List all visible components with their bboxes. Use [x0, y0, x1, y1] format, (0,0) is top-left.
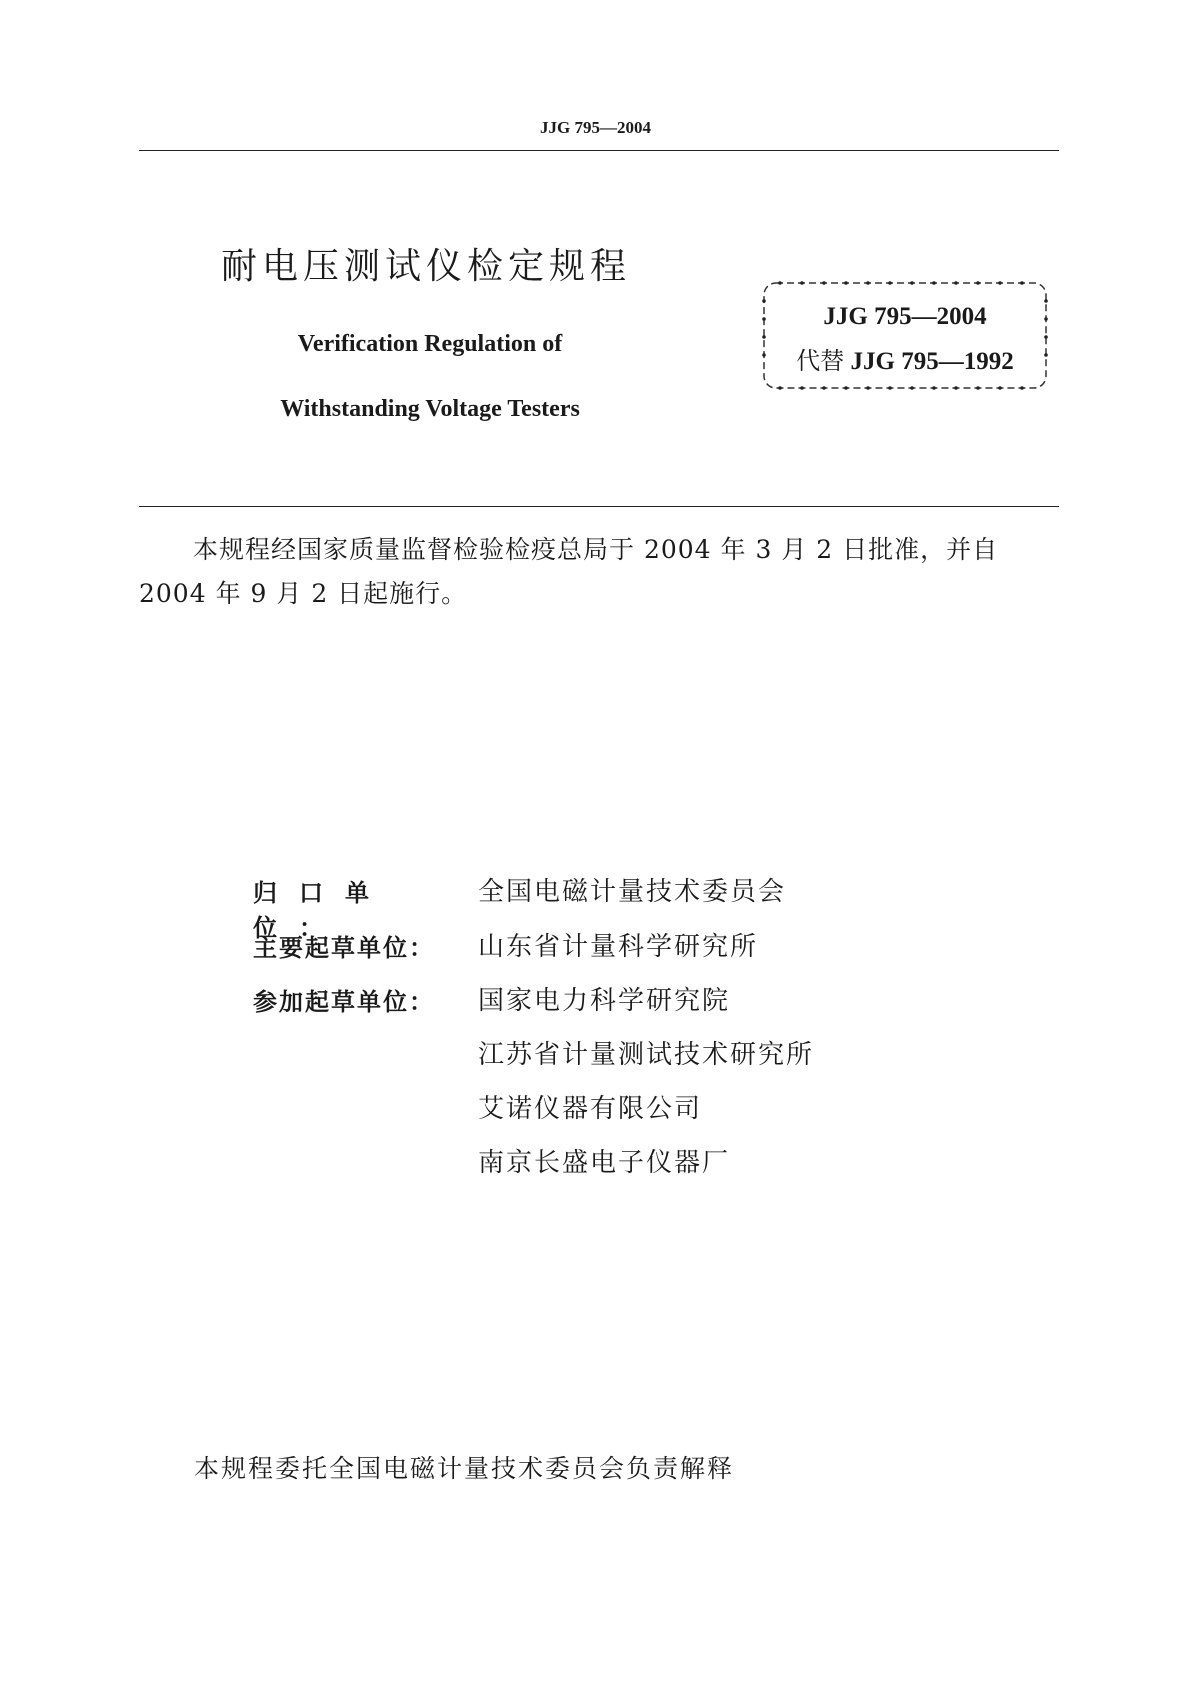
- border-dot: [910, 281, 914, 285]
- standard-code-box: [760, 279, 1050, 392]
- border-dot: [998, 386, 1002, 390]
- replaced-code: JJG 795—1992: [850, 348, 1014, 375]
- border-dot: [866, 386, 870, 390]
- responsible-unit-value: 全国电磁计量技术委员会: [478, 877, 787, 907]
- approval-line1: 本规程经国家质量监督检验检疫总局于 2004 年 3 月 2 日批准，并自: [193, 535, 999, 564]
- border-dot: [976, 281, 980, 285]
- border-dot: [844, 386, 848, 390]
- border-dot: [844, 281, 848, 285]
- main-drafter-label: 主要起草单位：: [253, 934, 435, 962]
- border-dot: [762, 335, 766, 339]
- border-dot: [800, 386, 804, 390]
- border-dot: [954, 386, 958, 390]
- replace-prefix: 代替: [796, 347, 845, 375]
- title-english-line2: Withstanding Voltage Testers: [280, 396, 580, 422]
- replaced-code-line: [760, 341, 1050, 376]
- border-dot: [932, 386, 936, 390]
- border-dot: [932, 281, 936, 285]
- header-standard-code: JJG 795—2004: [540, 118, 651, 137]
- header-rule: [139, 150, 1059, 151]
- border-dot: [778, 281, 782, 285]
- participating-drafter-1: 国家电力科学研究院: [478, 986, 731, 1016]
- border-dot: [1020, 281, 1024, 285]
- interpretation-note: 本规程委托全国电磁计量技术委员会负责解释: [194, 1454, 735, 1483]
- participating-drafter-label: 参加起草单位：: [253, 988, 435, 1016]
- approval-line2: 2004 年 9 月 2 日起施行。: [139, 579, 468, 608]
- border-dot: [822, 281, 826, 285]
- title-chinese: 耐电压测试仪检定规程: [221, 246, 632, 287]
- border-dot: [910, 386, 914, 390]
- section-rule: [139, 506, 1059, 507]
- participating-drafter-4: 南京长盛电子仪器厂: [478, 1148, 731, 1178]
- border-dot: [998, 281, 1002, 285]
- border-dot: [866, 281, 870, 285]
- border-dot: [800, 281, 804, 285]
- approval-paragraph: [139, 528, 1061, 616]
- main-drafter-value: 山东省计量科学研究所: [478, 932, 759, 962]
- current-code: JJG 795—2004: [823, 303, 987, 330]
- border-dot: [822, 386, 826, 390]
- border-dot: [1044, 335, 1048, 339]
- participating-drafter-3: 艾诺仪器有限公司: [478, 1094, 703, 1124]
- responsible-unit-label: 归口单位：: [253, 879, 391, 942]
- border-dot: [778, 386, 782, 390]
- border-dot: [888, 386, 892, 390]
- participating-drafter-2: 江苏省计量测试技术研究所: [478, 1040, 815, 1070]
- border-dot: [1020, 386, 1024, 390]
- border-dot: [888, 281, 892, 285]
- border-dot: [976, 386, 980, 390]
- border-dot: [954, 281, 958, 285]
- title-english-line1: Verification Regulation of: [297, 331, 563, 357]
